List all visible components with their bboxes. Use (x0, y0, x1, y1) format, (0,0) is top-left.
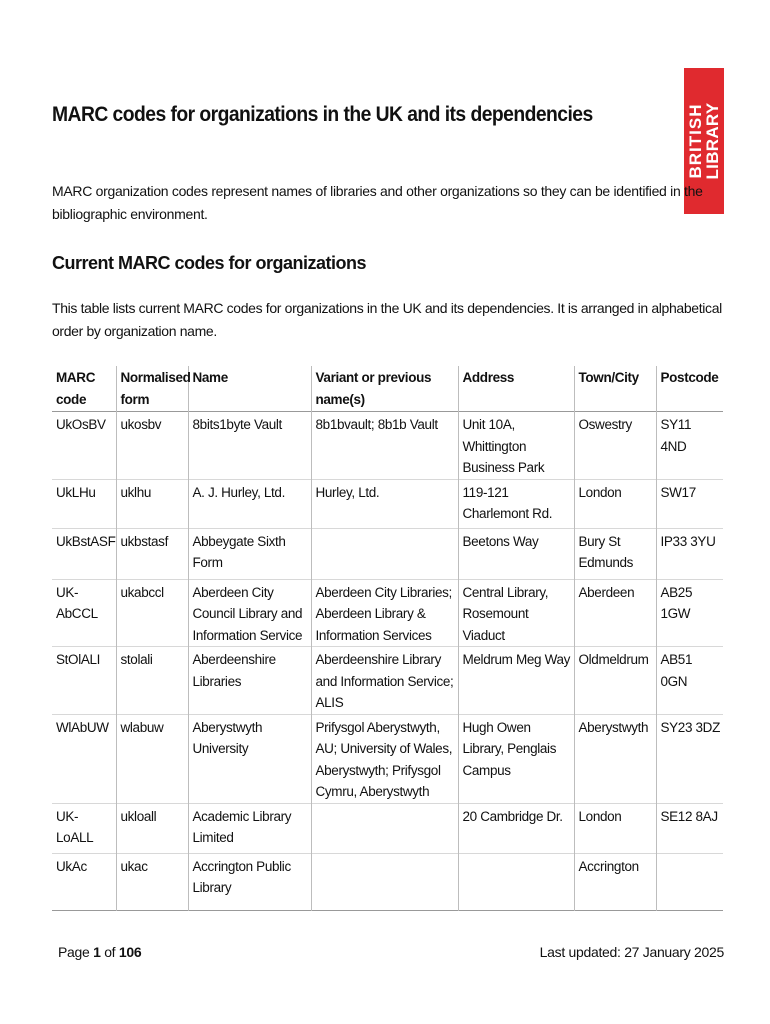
cell-town-city: Aberdeen (574, 579, 656, 647)
cell-normalised-form: uklhu (116, 479, 188, 528)
cell-marc-code: WlAbUW (52, 714, 116, 803)
table-row (52, 853, 723, 910)
table-row (52, 528, 723, 579)
cell-name: Academic Library Limited (188, 803, 311, 853)
cell-marc-code: UkAc (52, 853, 116, 910)
cell-marc-code: StOlALI (52, 647, 116, 715)
cell-town-city: London (574, 803, 656, 853)
cell-normalised-form: ukbstasf (116, 528, 188, 579)
cell-address: Beetons Way (458, 528, 574, 579)
section-description: This table lists current MARC codes for organizations in the UK and its dependencies. It is arranged in alphabetical order by organization name. (52, 300, 722, 339)
cell-marc-code: UkBstASF (52, 528, 116, 579)
table-row (52, 647, 723, 715)
cell-variant-names: 8b1bvault; 8b1b Vault (311, 412, 458, 480)
page-title: MARC codes for organizations in the UK and its dependencies (52, 103, 593, 126)
cell-postcode: IP33 3YU (660, 533, 716, 549)
cell-variant-names (311, 853, 458, 910)
cell-address: 20 Cambridge Dr. (458, 803, 574, 853)
marc-codes-table (52, 366, 723, 911)
table-header-row (52, 366, 723, 412)
header-marc-code: MARC code (52, 366, 116, 412)
cell-normalised-form: ukabccl (116, 579, 188, 647)
cell-postcode: SW17 (660, 484, 696, 500)
cell-town-city: Aberystwyth (574, 714, 656, 803)
cell-name: 8bits1byte Vault (188, 412, 311, 480)
cell-variant-names: Hurley, Ltd. (311, 479, 458, 528)
cell-address: Central Library, Rosemount Viaduct (458, 579, 574, 647)
cell-postcode: AB51 0GN (660, 652, 693, 689)
cell-normalised-form: ukosbv (116, 412, 188, 480)
logo-text-british: BRITISH (686, 103, 705, 179)
cell-postcode: SY11 4ND (660, 417, 692, 454)
table-row (52, 803, 723, 853)
page-number (58, 944, 141, 960)
cell-normalised-form: ukloall (116, 803, 188, 853)
cell-town-city: Oswestry (574, 412, 656, 480)
cell-address: 119-121 Charlemont Rd. (458, 479, 574, 528)
header-postcode: Postcode (660, 370, 719, 385)
cell-postcode: AB25 1GW (660, 584, 693, 621)
cell-marc-code: UK-LoALL (52, 803, 116, 853)
cell-postcode: SE12 8AJ (660, 808, 718, 824)
header-town-city: Town/City (574, 366, 656, 412)
intro-paragraph: MARC organization codes represent names of libraries and other organizations so they can be identified in the bibliographic environment. (52, 183, 703, 222)
header-address: Address (458, 366, 574, 412)
page-label: Page (58, 944, 90, 960)
page-total: 106 (118, 944, 142, 960)
cell-name: Aberdeen City Council Library and Information Service (188, 579, 311, 647)
cell-variant-names (311, 803, 458, 853)
header-name: Name (188, 366, 311, 412)
section-heading: Current MARC codes for organizations (52, 253, 367, 273)
table-row (52, 412, 723, 480)
page-of-label: of (104, 944, 116, 960)
header-normalised-form: Normalised form (116, 366, 188, 412)
cell-name: Aberdeenshire Libraries (188, 647, 311, 715)
cell-postcode (656, 853, 723, 910)
cell-name: Abbeygate Sixth Form (188, 528, 311, 579)
cell-variant-names (311, 528, 458, 579)
cell-name: Aberystwyth University (188, 714, 311, 803)
cell-marc-code: UK-AbCCL (52, 579, 116, 647)
header-variant-names: Variant or previous name(s) (311, 366, 458, 412)
cell-variant-names: Aberdeenshire Library and Information Service; ALIS (311, 647, 458, 715)
table-row (52, 579, 723, 647)
cell-town-city: Oldmeldrum (574, 647, 656, 715)
table-row (52, 714, 723, 803)
cell-address: Meldrum Meg Way (458, 647, 574, 715)
cell-normalised-form: wlabuw (116, 714, 188, 803)
cell-town-city: Accrington (574, 853, 656, 910)
cell-variant-names: Prifysgol Aberystwyth, AU; University of Wales, Aberystwyth; Prifysgol Cymru, Aberystwyth (311, 714, 458, 803)
cell-address: Unit 10A, Whittington Business Park (458, 412, 574, 480)
cell-town-city: London (574, 479, 656, 528)
cell-marc-code: UkLHu (52, 479, 116, 528)
cell-normalised-form: stolali (116, 647, 188, 715)
page-current: 1 (93, 944, 101, 960)
cell-marc-code: UkOsBV (52, 412, 116, 480)
cell-normalised-form: ukac (116, 853, 188, 910)
table-row (52, 479, 723, 528)
cell-variant-names: Aberdeen City Libraries; Aberdeen Library & Information Services (311, 579, 458, 647)
cell-town-city: Bury St Edmunds (574, 528, 656, 579)
cell-name: Accrington Public Library (188, 853, 311, 910)
last-updated: Last updated: 27 January 2025 (539, 944, 724, 960)
cell-address (458, 853, 574, 910)
cell-address: Hugh Owen Library, Penglais Campus (458, 714, 574, 803)
cell-postcode: SY23 3DZ (660, 719, 720, 735)
logo-text-library: LIBRARY (703, 102, 722, 180)
cell-name: A. J. Hurley, Ltd. (188, 479, 311, 528)
